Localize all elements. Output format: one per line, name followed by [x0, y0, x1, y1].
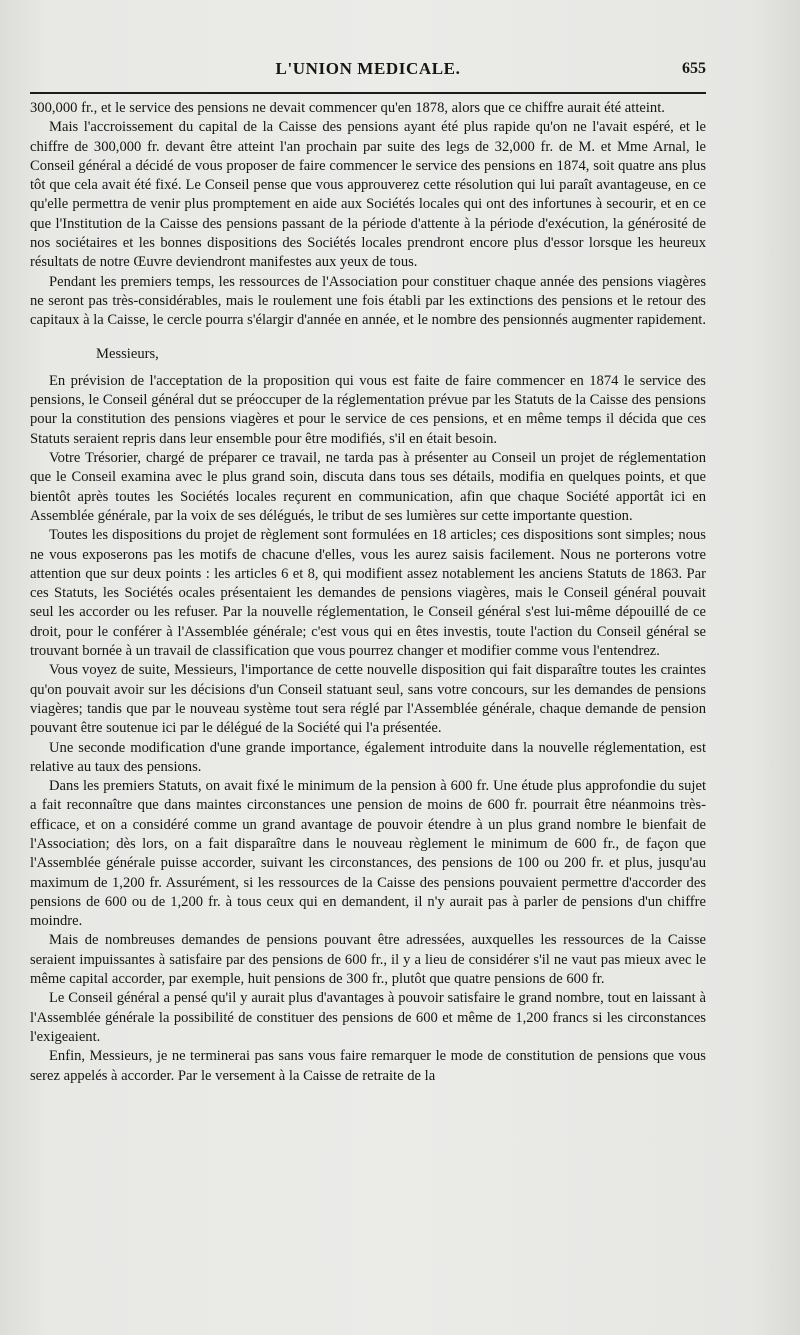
- paragraph: Mais l'accroissement du capital de la Caisse des pensions ayant été plus rapide qu'on ne l'avait espéré, et le chiffre de 300,000 fr. devant être atteint l'an prochain par suite des legs de 32,000 fr. de M. et Mme Arnal, le Conseil général a décidé de vous proposer de faire commencer le service des pensions en 1874, soit quatre ans plus tôt que cela avait été fixé. Le Conseil pense que vous approuverez cette résolution qui lui paraît avantageuse, en ce qu'elle permettra de venir plus promptement en aide aux Sociétés locales qui ont des infortunes à secourir, et en ce que l'Institution de la Caisse des pensions passant de la période d'attente à la période d'exécution, la générosité de nos sociétaires et les bonnes dispositions des Sociétés locales prendront encore plus d'essor lorsque les heureux résultats de notre Œuvre deviendront manifestes aux yeux de tous.: [30, 119, 706, 271]
- body-text: [30, 99, 706, 1319]
- paragraph: Enfin, Messieurs, je ne terminerai pas sans vous faire remarquer le mode de constitution de pensions que vous serez appelés à accorder. Par le versement à la Caisse de retraite de la: [30, 1048, 706, 1084]
- paragraph: Pendant les premiers temps, les ressources de l'Association pour constituer chaque année des pensions viagères ne seront pas très-considérables, mais le roulement une fois établi par les extinctions des pensions et le retour des capitaux à la Caisse, le cercle pourra s'élargir d'année en année, et le nombre des pensionnés augmenter rapidement.: [30, 273, 706, 329]
- salutation: Messieurs,: [96, 345, 159, 362]
- page-number: 655: [682, 60, 706, 77]
- paragraph: Toutes les dispositions du projet de règlement sont formulées en 18 articles; ces dispositions sont simples; nous ne vous exposerons pas les motifs de chacune d'elles, vous les aurez saisis facilement. Nous ne porterons votre attention que sur deux points : les articles 6 et 8, qui modifient assez notablement les anciens Statuts de 1863. Par ces Statuts, les Sociétés ocales présentaient les demandes de pensions viagères, mais le Conseil général pouvait seul les accorder ou les refuser. Par la nouvelle réglementation, le Conseil général s'est lui-même dépouillé de ce droit, pour le conférer à l'Assemblée générale; c'est vous qui en êtes investis, toute l'action du Conseil général se trouvant bornée à un travail de classification que vous pourrez changer et modifier comme vous l'entendrez.: [30, 527, 706, 660]
- paragraph: Mais de nombreuses demandes de pensions pouvant être adressées, auxquelles les ressources de la Caisse seraient impuissantes à satisfaire par des pensions de 600 fr., il y a lieu de considérer s'il ne vaut pas mieux avec le même capital accorder, par exemple, huit pensions de 300 fr., plutôt que quatre pensions de 600 fr.: [30, 932, 706, 988]
- paragraph: Une seconde modification d'une grande importance, également introduite dans la nouvelle réglementation, est relative au taux des pensions.: [30, 739, 706, 775]
- paragraph: Le Conseil général a pensé qu'il y aurait plus d'avantages à pouvoir satisfaire le grand nombre, tout en laissant à l'Assemblée générale la possibilité de constituer des pensions de 600 et même de 1,200 francs si les circonstances l'exigeaient.: [30, 990, 706, 1045]
- running-title: L'UNION MEDICALE.: [275, 59, 461, 78]
- paragraph: Vous voyez de suite, Messieurs, l'importance de cette nouvelle disposition qui fait disparaître toutes les craintes qu'on pouvait avoir sur les décisions d'un Conseil statuant seul, sans votre concours, sur les demandes de pensions viagères; tandis que par le nouveau système tout sera réglé par l'Assemblée générale, chaque demande de pension pouvant être soutenue ici par le délégué de la Société qui l'a présentée.: [30, 662, 706, 737]
- paragraph: Dans les premiers Statuts, on avait fixé le minimum de la pension à 600 fr. Une étude plus approfondie du sujet a fait reconnaître que dans maintes circonstances une pension de moins de 600 fr. pourrait être néanmoins très-efficace, et on a considéré comme un grand avantage de pouvoir étendre à un plus grand nombre le bienfait de l'Association; dès lors, on a fait disparaître dans le nouveau règlement le minimum de 600 fr., de façon que l'Assemblée générale puisse accorder, suivant les circonstances, des pensions de 100 ou 200 fr. et plus, jusqu'au maximum de 1,200 fr. Assurément, si les ressources de la Caisse des pensions pouvaient permettre d'accorder des pensions de 600 ou de 1,200 fr. à tous ceux qui en demandent, il n'y aurait pas à parler de pensions d'un chiffre moindre.: [30, 778, 706, 930]
- paragraph: Votre Trésorier, chargé de préparer ce travail, ne tarda pas à présenter au Conseil un projet de réglementation que le Conseil examina avec le plus grand soin, discuta dans tous ses détails, modifia en quelques points, et que bientôt après toutes les Sociétés locales reçurent en communication, afin que chaque Société apportât ici en Assemblée générale, par la voix de ses délégués, le tribut de ses lumières sur cette importante question.: [30, 450, 706, 524]
- paragraph: 300,000 fr., et le service des pensions ne devait commencer qu'en 1878, alors que ce chiffre aurait été atteint.: [30, 100, 665, 116]
- header-rule: [30, 92, 706, 94]
- paragraph: En prévision de l'acceptation de la proposition qui vous est faite de faire commencer en 1874 le service des pensions, le Conseil général dut se préoccuper de la réglementation prévue par les Statuts de la Caisse des pensions pour la constitution des pensions viagères et pour le service de ces pensions, et en même temps il décida que ces Statuts seraient repris dans leur ensemble pour être modifiés, s'il en était besoin.: [30, 372, 706, 447]
- page-header: [30, 57, 706, 87]
